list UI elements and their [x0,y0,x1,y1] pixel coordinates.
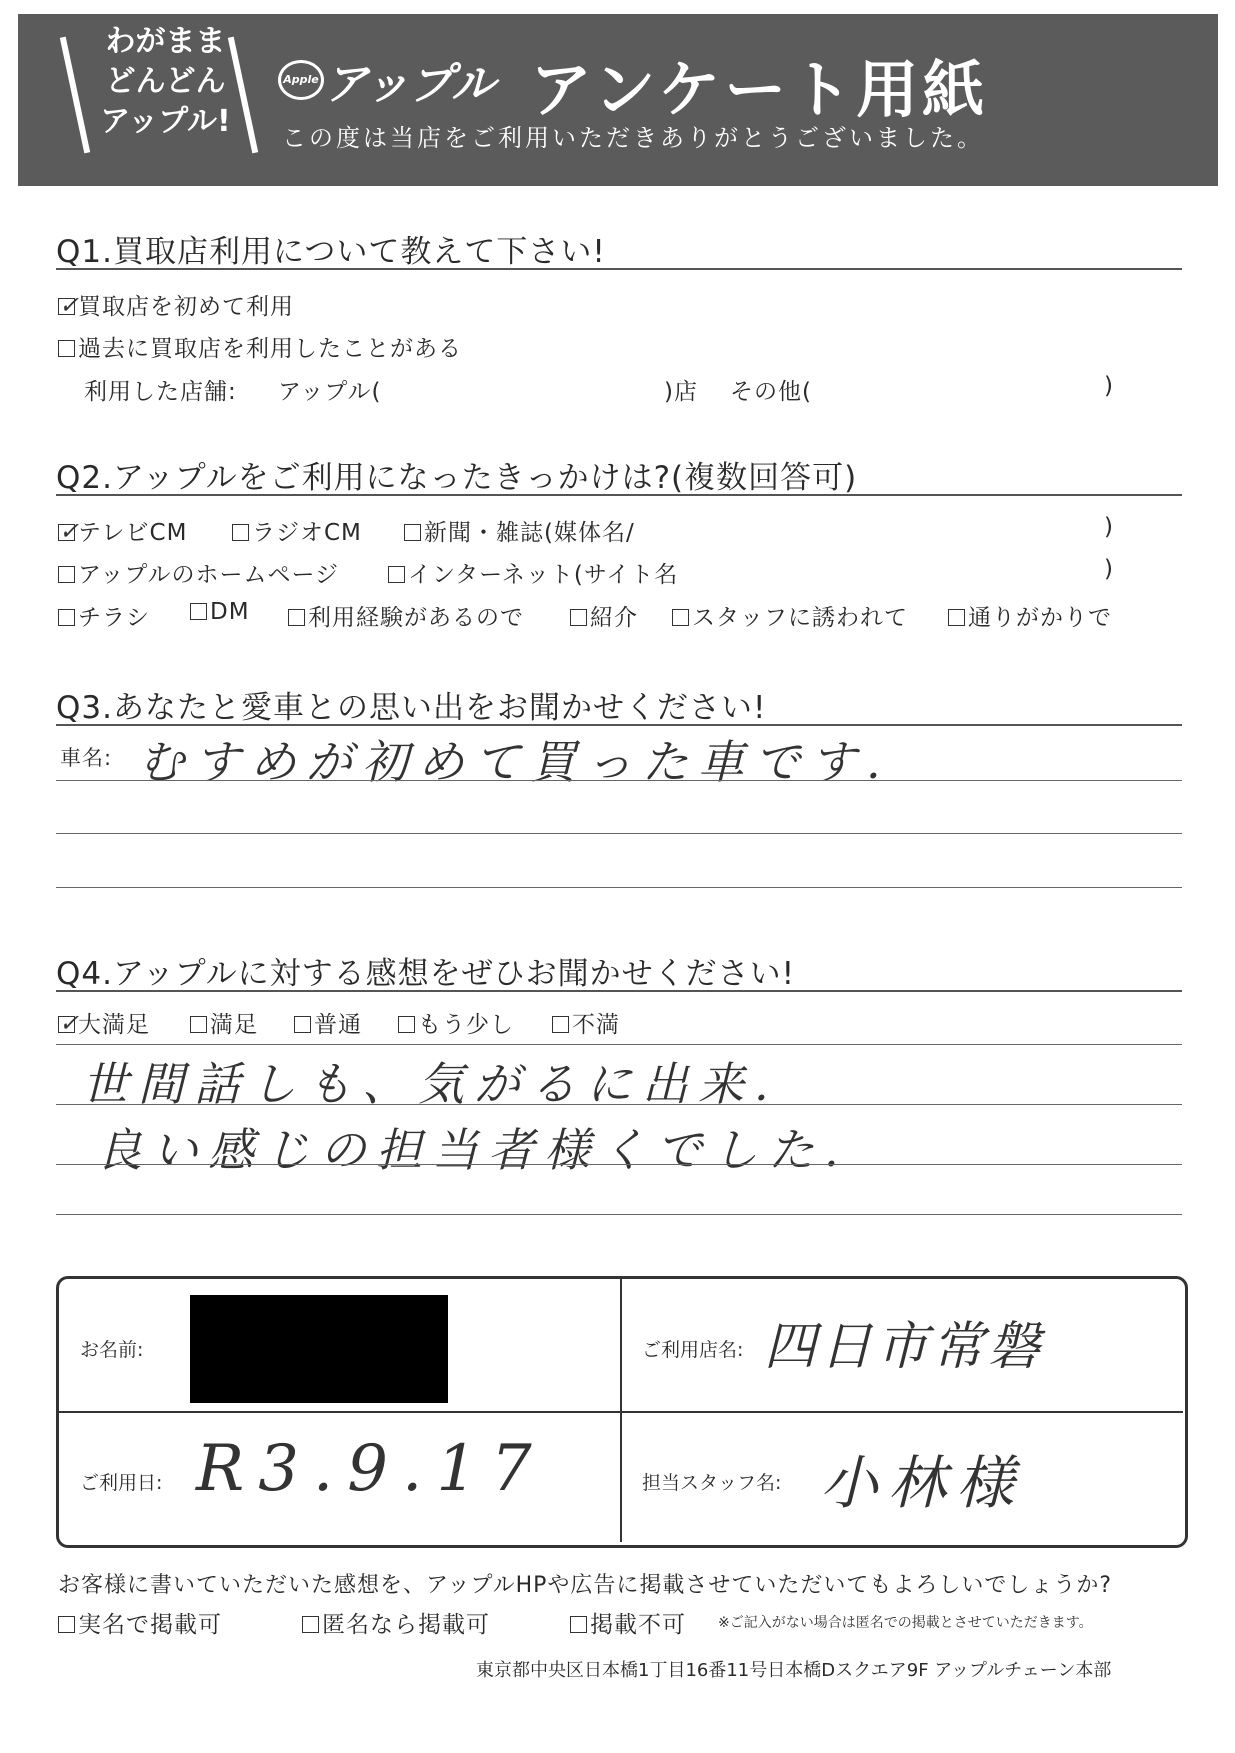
q1-heading: Q1.買取店利用について教えて下さい! [56,234,606,270]
checkbox[interactable] [398,1016,415,1033]
checkbox[interactable] [58,609,75,626]
q3-answer: むすめが初めて買った車です. [138,735,891,789]
q3-heading: Q3.あなたと愛車との思い出をお聞かせください! [56,690,767,726]
q4-rule [56,990,1182,992]
checkbox[interactable] [58,517,81,545]
checkbox[interactable] [190,603,207,620]
q4-rating-normal[interactable]: 普通 [294,1006,362,1039]
q2-option-newspaper[interactable]: 新聞・雑誌(媒体名/ [404,514,635,547]
q2-option-experience[interactable]: 利用経験があるので [288,599,524,632]
q1-rule [56,268,1182,270]
q1-store-close: )店 [664,379,698,405]
q1-option-used-before[interactable]: 過去に買取店を利用したことがある [58,330,462,363]
q4-rating-more[interactable]: もう少し [398,1006,514,1039]
checkbox[interactable] [570,609,587,626]
checkmark-icon: ✓ [59,291,81,319]
q4-line-1 [56,1044,1182,1045]
info-divider-vertical [620,1278,622,1542]
q4-rating-dissatisfied[interactable]: 不満 [552,1006,620,1039]
checkbox[interactable] [58,566,75,583]
checkbox[interactable] [58,1616,75,1633]
q3-line-3 [56,887,1182,888]
checkbox[interactable] [58,291,81,319]
slogan: わがまま どんどん アップル! [100,24,231,139]
q2-option-dm[interactable]: DM [190,599,250,625]
q3-line-2 [56,833,1182,834]
q2-rule [56,494,1182,496]
q1-store-apple: アップル( [278,379,382,405]
q4-answer-line-2: 良い感じの担当者様くでした. [96,1123,849,1177]
checkbox[interactable] [190,1016,207,1033]
store-name-label: ご利用店名: [642,1339,744,1361]
consent-note: ※ご記入がない場合は匿名での掲載とさせていただきます。 [718,1615,1093,1631]
checkbox[interactable] [570,1616,587,1633]
q4-line-2 [56,1104,1182,1105]
q4-answer-line-1: 世間話しも、気がるに出来. [82,1057,779,1111]
q2-option-passing-by[interactable]: 通りがかりで [948,599,1112,632]
q2-option-radio[interactable]: ラジオCM [232,514,362,547]
q4-rating-very-satisfied[interactable]: ✓ 大満足 [59,1009,150,1038]
name-redaction [190,1295,448,1403]
q4-rating-satisfied[interactable]: 満足 [190,1006,258,1039]
q4-heading: Q4.アップルに対する感想をぜひお聞かせください! [56,956,795,992]
checkbox[interactable] [302,1616,319,1633]
q3-car-label: 車名: [60,746,113,770]
info-divider-horizontal [58,1411,1183,1413]
checkbox[interactable] [58,340,75,357]
staff-label: 担当スタッフ名: [642,1472,782,1494]
checkbox[interactable] [404,524,421,541]
consent-anonymous[interactable]: 匿名なら掲載可 [302,1606,490,1639]
q2-option-staff[interactable]: スタッフに誘われて [672,599,908,632]
q2-heading: Q2.アップルをご利用になったきっかけは?(複数回答可) [56,460,858,496]
checkmark-icon: ✓ [59,1009,81,1037]
footer-address: 東京都中央区日本橋1丁目16番11号日本橋Dスクエア9F アップルチェーン本部 [476,1660,1112,1681]
q1-store-other-close: ) [1104,373,1114,399]
checkbox[interactable] [948,609,965,626]
checkbox[interactable] [232,524,249,541]
q2-option-internet[interactable]: インターネット(サイト名 [388,556,678,589]
q2-row1-close: ) [1104,514,1114,540]
page-title: アンケート用紙 [530,53,989,126]
consent-real-name[interactable]: 実名で掲載可 [58,1606,222,1639]
q2-row2-close: ) [1104,556,1114,582]
page-subtitle: この度は当店をご利用いただきありがとうございました。 [282,124,984,152]
checkbox[interactable] [288,609,305,626]
date-value: R3.9.17 [196,1432,546,1506]
store-name-value: 四日市常磐 [764,1317,1045,1377]
q4-line-3 [56,1164,1182,1165]
name-label: お名前: [80,1339,144,1361]
q3-line-1 [56,780,1182,781]
checkbox[interactable] [294,1016,311,1033]
checkbox[interactable] [58,1009,81,1037]
q1-store-label: 利用した店舗: [84,379,237,405]
q4-line-4 [56,1214,1182,1215]
q2-option-flyer[interactable]: チラシ [58,599,150,632]
consent-question: お客様に書いていただいた感想を、アップルHPや広告に掲載させていただいてもよろしいでしょうか? [58,1573,1113,1598]
brand-logo: アップル [324,59,496,110]
consent-not-allowed[interactable]: 掲載不可 [570,1606,686,1639]
checkmark-icon: ✓ [59,517,81,545]
checkbox[interactable] [388,566,405,583]
q1-option-first-time[interactable]: ✓ 買取店を初めて利用 [59,291,294,320]
q1-store-other: その他( [730,379,812,405]
checkbox[interactable] [672,609,689,626]
q2-option-homepage[interactable]: アップルのホームページ [58,556,339,589]
apple-logo-icon: Apple [278,60,324,100]
q2-option-tv[interactable]: ✓ テレビCM [59,517,188,546]
date-label: ご利用日: [80,1472,163,1494]
checkbox[interactable] [552,1016,569,1033]
q2-option-referral[interactable]: 紹介 [570,599,638,632]
staff-value: 小林様 [820,1449,1025,1517]
